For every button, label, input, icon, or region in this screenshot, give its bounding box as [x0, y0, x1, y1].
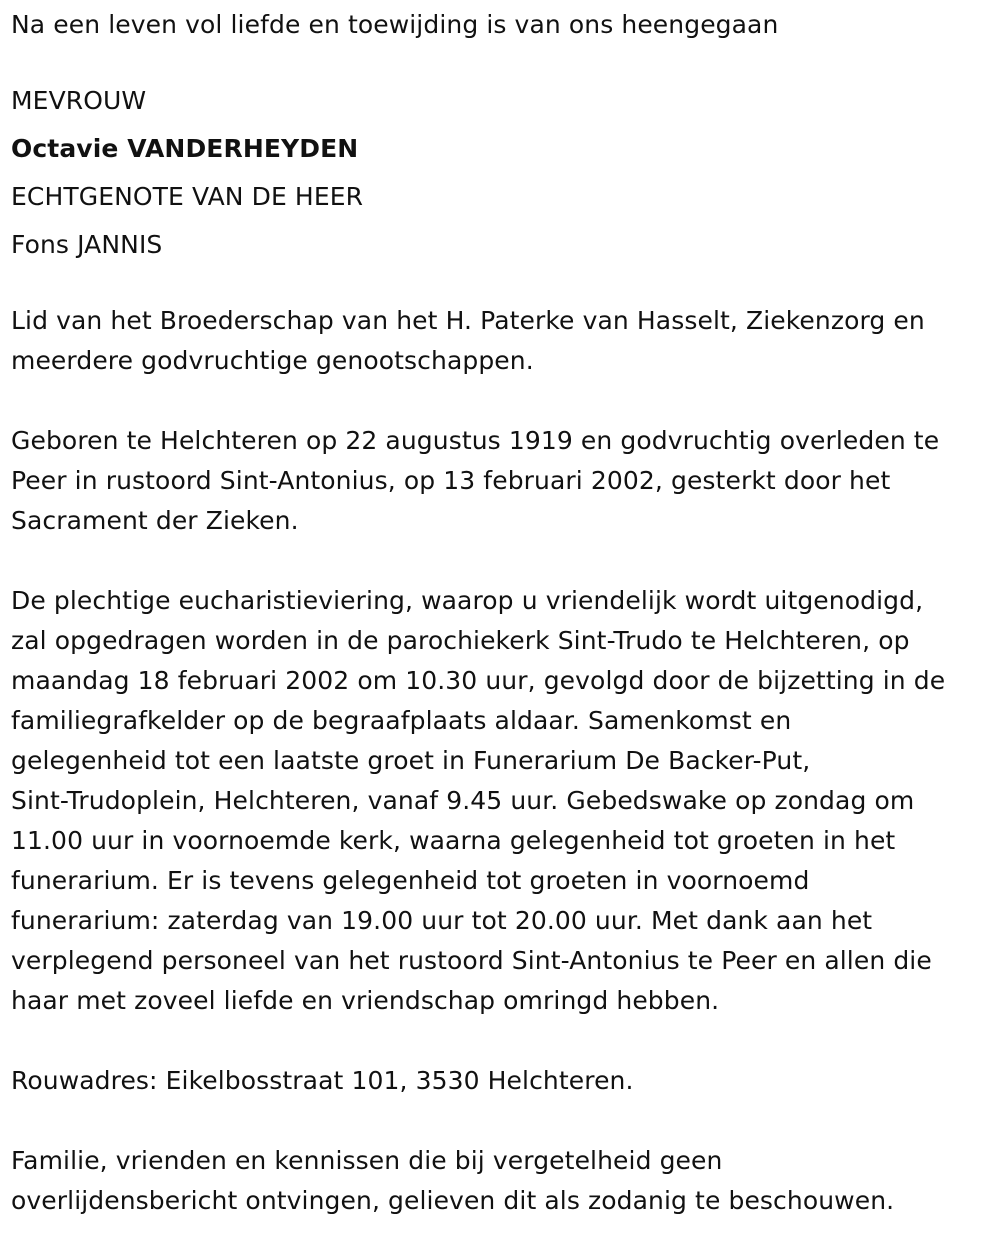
- paragraph-line: meerdere godvruchtige genootschappen.: [11, 346, 534, 375]
- spouse-name: Fons JANNIS: [11, 230, 163, 259]
- paragraph-line: maandag 18 februari 2002 om 10.30 uur, gevolgd door de bijzetting in de: [11, 666, 946, 695]
- spacer: [11, 45, 990, 77]
- paragraph-line: De plechtige eucharistieviering, waarop u vriendelijk wordt uitgenodigd,: [11, 586, 924, 615]
- paragraph-line: 11.00 uur in voornoemde kerk, waarna gelegenheid tot groeten in het: [11, 826, 896, 855]
- paragraph-line: Familie, vrienden en kennissen die bij vergetelheid geen: [11, 1146, 723, 1175]
- paragraph-line: funerarium: zaterdag van 19.00 uur tot 20.00 uur. Met dank aan het: [11, 906, 873, 935]
- paragraph-line: haar met zoveel liefde en vriendschap omringd hebben.: [11, 986, 720, 1015]
- deceased-name: Octavie VANDERHEYDEN: [11, 134, 359, 163]
- closing-paragraph: [11, 1141, 990, 1221]
- spacer: [11, 1021, 990, 1061]
- paragraph-line: funerarium. Er is tevens gelegenheid tot groeten in voornoemd: [11, 866, 810, 895]
- spacer: [11, 541, 990, 581]
- spacer: [11, 381, 990, 421]
- title-prefix: MEVROUW: [11, 86, 147, 115]
- paragraph-line: Lid van het Broederschap van het H. Paterke van Hasselt, Ziekenzorg en: [11, 306, 925, 335]
- paragraph-line: gelegenheid tot een laatste groet in Funerarium De Backer-Put,: [11, 746, 811, 775]
- spacer: [11, 269, 990, 301]
- paragraph-line: Geboren te Helchteren op 22 augustus 1919 en godvruchtig overleden te: [11, 426, 940, 455]
- paragraph-line: overlijdensbericht ontvingen, gelieven dit als zodanig te beschouwen.: [11, 1186, 895, 1215]
- mourning-address: Rouwadres: Eikelbosstraat 101, 3530 Helchteren.: [11, 1066, 634, 1095]
- relation-text: ECHTGENOTE VAN DE HEER: [11, 182, 364, 211]
- spacer: [11, 1101, 990, 1141]
- paragraph-line: Sint-Trudoplein, Helchteren, vanaf 9.45 uur. Gebedswake op zondag om: [11, 786, 915, 815]
- ceremony-paragraph: [11, 581, 990, 1021]
- paragraph-line: zal opgedragen worden in de parochiekerk Sint-Trudo te Helchteren, op: [11, 626, 910, 655]
- intro-text: Na een leven vol liefde en toewijding is van ons heengegaan: [11, 10, 779, 39]
- membership-paragraph: [11, 301, 990, 381]
- paragraph-line: Peer in rustoord Sint-Antonius, op 13 februari 2002, gesterkt door het: [11, 466, 891, 495]
- paragraph-line: verplegend personeel van het rustoord Sint-Antonius te Peer en allen die: [11, 946, 932, 975]
- paragraph-line: Sacrament der Zieken.: [11, 506, 299, 535]
- paragraph-line: familiegrafkelder op de begraafplaats aldaar. Samenkomst en: [11, 706, 792, 735]
- birth-death-paragraph: [11, 421, 990, 541]
